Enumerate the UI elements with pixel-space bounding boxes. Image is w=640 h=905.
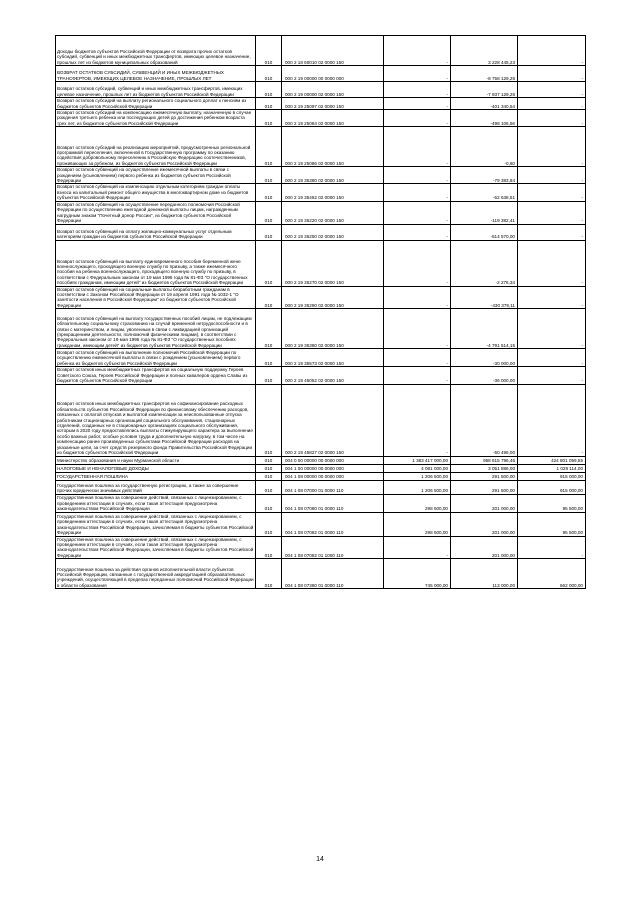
row-code-cell: 010 <box>256 464 282 472</box>
table-row <box>56 384 586 456</box>
row-kbk-cell: 000 2 19 00000 00 0000 000 <box>282 66 384 82</box>
row-executed-cell: 958 615 796,46 <box>451 456 518 464</box>
row-executed-cell: 291 500,00 <box>451 472 518 480</box>
row-approved-cell: - <box>384 384 451 456</box>
row-approved-cell: - <box>384 82 451 98</box>
row-name-cell: Государственная пошлина за совершение действий, связанных с лицензированием, с проведением аттестации в случаях, если такая аттестация предусмотрена законодательством Российской Федерации, зачисляемая в бюджеты субъектов Российской Федерации <box>56 512 256 536</box>
table-row <box>56 127 586 167</box>
row-unexecuted-cell: 915 000,00 <box>518 480 586 494</box>
row-approved-cell: - <box>384 184 451 201</box>
row-name-cell: Возврат остатков субвенций на компенсацию отдельным категориям граждан оплаты взноса на капитальный ремонт общего имущества в многоквартирном доме из бюджетов субъектов Российской Федерации <box>56 184 256 201</box>
row-name-cell: Возврат остатков субвенций на выполнение полномочий Российской Федерации по осуществлению ежемесячной выплаты в связи с рождением (усыновлением) первого ребенка из бюджетов субъектов Российской Федерации <box>56 349 256 367</box>
row-approved-cell: 1 206 500,00 <box>384 480 451 494</box>
row-code-cell: 010 <box>256 472 282 480</box>
row-kbk-cell: 004 1 08 07082 01 0000 110 <box>282 512 384 536</box>
row-unexecuted-cell: 662 000,00 <box>518 559 586 589</box>
row-code-cell: 010 <box>256 559 282 589</box>
row-approved-cell: 4 081 000,00 <box>384 464 451 472</box>
row-approved-cell: 298 500,00 <box>384 512 451 536</box>
table-row <box>56 480 586 494</box>
page-number: 14 <box>316 856 324 863</box>
revenue-table <box>55 35 586 589</box>
row-unexecuted-cell: - <box>518 184 586 201</box>
table-row <box>56 309 586 349</box>
row-executed-cell: -30 000,00 <box>451 349 518 367</box>
table-row <box>56 464 586 472</box>
row-approved-cell: - <box>384 36 451 66</box>
row-code-cell: 010 <box>256 98 282 110</box>
row-approved-cell: - <box>384 349 451 367</box>
row-executed-cell: -0,60 <box>451 127 518 167</box>
row-code-cell: 010 <box>256 224 282 240</box>
table-row <box>56 82 586 98</box>
table-row <box>56 512 586 536</box>
row-code-cell: 010 <box>256 286 282 309</box>
row-name-cell: Государственная пошлина за совершение действий, связанных с лицензированием, с проведением аттестации в случаях, если такая аттестация предусмотрена законодательством Российской Федерации <box>56 494 256 512</box>
row-name-cell: ВОЗВРАТ ОСТАТКОВ СУБСИДИЙ, СУБВЕНЦИЙ И ИНЫХ МЕЖБЮДЖЕТНЫХ ТРАНСФЕРТОВ, ИМЕЮЩИХ ЦЕЛЕВОЕ НАЗНАЧЕНИЕ, ПРОШЛЫХ ЛЕТ <box>56 66 256 82</box>
row-code-cell: 010 <box>256 536 282 559</box>
row-kbk-cell: 004 1 00 00000 00 0000 000 <box>282 464 384 472</box>
row-code-cell: 010 <box>256 494 282 512</box>
row-name-cell: Государственная пошлина за государственную регистрацию, а также за совершение прочих юридически значимых действий <box>56 480 256 494</box>
row-approved-cell: - <box>384 367 451 384</box>
row-approved-cell: - <box>384 127 451 167</box>
row-code-cell: 010 <box>256 240 282 286</box>
row-code-cell: 010 <box>256 127 282 167</box>
row-code-cell: 010 <box>256 110 282 127</box>
table-row <box>56 110 586 127</box>
row-approved-cell: - <box>384 309 451 349</box>
row-unexecuted-cell: - <box>518 536 586 559</box>
budget-report-sheet <box>55 35 585 589</box>
row-name-cell: Возврат остатков субсидий, субвенций и иных межбюджетных трансфертов, имеющих целевое назначение, прошлых лет из бюджетов субъектов Российской Федерации <box>56 82 256 98</box>
row-unexecuted-cell: - <box>518 36 586 66</box>
row-executed-cell: -36 000,00 <box>451 367 518 384</box>
row-unexecuted-cell: - <box>518 110 586 127</box>
row-kbk-cell: 004 1 08 07380 01 0000 110 <box>282 559 384 589</box>
row-approved-cell: - <box>384 98 451 110</box>
row-name-cell: Возврат остатков субсидий на реализацию мероприятий, предусмотренных региональной программой переселения, включенной в Государственную программу по оказанию содействия добровольному переселению в Российскую Федерацию соотечественников, проживающих за рубежом, из бюджетов субъектов Российской Федерации <box>56 127 256 167</box>
row-unexecuted-cell: - <box>518 224 586 240</box>
row-approved-cell: 1 383 417 000,00 <box>384 456 451 464</box>
row-executed-cell: -401 340,54 <box>451 98 518 110</box>
row-unexecuted-cell: - <box>518 167 586 184</box>
revenue-table-body <box>56 36 586 589</box>
row-executed-cell: -52 638,51 <box>451 184 518 201</box>
row-code-cell: 010 <box>256 201 282 224</box>
table-row <box>56 66 586 82</box>
row-approved-cell: - <box>384 286 451 309</box>
row-approved-cell: - <box>384 224 451 240</box>
row-unexecuted-cell: 95 500,00 <box>518 494 586 512</box>
row-approved-cell: 298 500,00 <box>384 494 451 512</box>
row-unexecuted-cell: - <box>518 349 586 367</box>
row-name-cell: Возврат остатков иных межбюджетных трансфертов на софинансирование расходных обязательств субъектов Российской Федерации по финансовому обеспечению расходов, связанных с оплатой отпусков и выплатой компенсации за неиспользованные отпуска работникам стационарных организаций социального обслуживания, стационарных отделений, созданных не в стационарных организациях социального обслуживания, которым в 2020 году предоставлялись выплаты стимулирующего характера за выполнение особо важных работ, особые условия труда и дополнительную нагрузку, в том числе на компенсацию ранее произведенных субъектами Российской Федерации расходов на указанные цели, за счет средств резервного фонда Правительства Российской Федерации из бюджетов субъектов Российской Федерации <box>56 384 256 456</box>
table-row <box>56 367 586 384</box>
row-kbk-cell: 000 2 19 35290 02 0000 150 <box>282 286 384 309</box>
row-name-cell: Возврат остатков субвенций на оплату жилищно-коммунальных услуг отдельным категориям граждан из бюджетов субъектов Российской Федерации <box>56 224 256 240</box>
row-kbk-cell: 000 2 19 45052 02 0000 150 <box>282 367 384 384</box>
row-kbk-cell: 004 0 00 00000 00 0000 000 <box>282 456 384 464</box>
row-unexecuted-cell: - <box>518 240 586 286</box>
row-kbk-cell: 000 2 19 25084 02 0000 150 <box>282 110 384 127</box>
row-executed-cell: 291 500,00 <box>451 480 518 494</box>
row-name-cell: НАЛОГОВЫЕ И НЕНАЛОГОВЫЕ ДОХОДЫ <box>56 464 256 472</box>
table-row <box>56 286 586 309</box>
row-unexecuted-cell: 424 801 059,55 <box>518 456 586 464</box>
row-unexecuted-cell: 1 029 114,00 <box>518 464 586 472</box>
row-code-cell: 010 <box>256 349 282 367</box>
row-executed-cell: 3 228 445,23 <box>451 36 518 66</box>
row-name-cell: Доходы бюджетов субъектов Российской Федерации от возврата прочих остатков субсидий, субвенций и иных межбюджетных трансфертов, имеющих целевое назначение, прошлых лет из бюджетов муниципальных образований <box>56 36 256 66</box>
row-executed-cell: -430 379,11 <box>451 286 518 309</box>
table-row <box>56 201 586 224</box>
row-executed-cell: 201 000,00 <box>451 536 518 559</box>
row-name-cell: Возврат остатков субвенций на социальные выплаты безработным гражданам в соответствии с Законом Российской Федерации от 19 апреля 1991 года № 1032-1 "О занятости населения в Российской Федерации" из бюджетов субъектов Российской Федерации <box>56 286 256 309</box>
row-approved-cell: - <box>384 240 451 286</box>
row-kbk-cell: 000 2 18 60010 02 0000 150 <box>282 36 384 66</box>
row-name-cell: Государственная пошлина за действия органов исполнительной власти субъектов Российской Федерации, связанные с государственной аккредитацией образовательных учреждений, осуществляющей в пределах переданных полномочий Российской Федерации в области образования <box>56 559 256 589</box>
table-row <box>56 536 586 559</box>
row-name-cell: Возврат остатков субвенций на осуществление переданного полномочия Российской Федерации по осуществлению ежегодной денежной выплаты лицам, награжденным нагрудным знаком "Почетный донор России", из бюджетов субъектов Российской Федерации <box>56 201 256 224</box>
row-kbk-cell: 000 2 19 35380 02 0000 150 <box>282 167 384 184</box>
row-unexecuted-cell: - <box>518 384 586 456</box>
row-approved-cell: - <box>384 536 451 559</box>
row-approved-cell: - <box>384 201 451 224</box>
row-executed-cell: 201 000,00 <box>451 512 518 536</box>
row-unexecuted-cell: 915 000,00 <box>518 472 586 480</box>
row-kbk-cell: 000 2 19 00000 02 0000 150 <box>282 82 384 98</box>
row-executed-cell: -498 106,56 <box>451 110 518 127</box>
row-code-cell: 010 <box>256 36 282 66</box>
table-row <box>56 456 586 464</box>
row-kbk-cell: 004 1 08 07000 01 0000 110 <box>282 480 384 494</box>
table-row <box>56 240 586 286</box>
row-approved-cell: - <box>384 110 451 127</box>
table-row <box>56 472 586 480</box>
row-code-cell: 010 <box>256 480 282 494</box>
table-row <box>56 98 586 110</box>
row-code-cell: 010 <box>256 512 282 536</box>
row-executed-cell: -79 383,84 <box>451 167 518 184</box>
row-code-cell: 010 <box>256 184 282 201</box>
row-name-cell: Государственная пошлина за совершение действий, связанных с лицензированием, с проведением аттестации в случаях, если такая аттестация предусмотрена законодательством Российской Федерации, зачисляемая в бюджеты субъектов Российской Федерации <box>56 536 256 559</box>
row-unexecuted-cell: - <box>518 82 586 98</box>
row-unexecuted-cell: - <box>518 286 586 309</box>
table-row <box>56 184 586 201</box>
row-executed-cell: -514 570,00 <box>451 224 518 240</box>
row-executed-cell: -2 276,34 <box>451 240 518 286</box>
row-name-cell: Возврат остатков субсидий на выплату регионального социального доплат к пенсиям из бюджетов субъектов Российской Федерации <box>56 98 256 110</box>
table-row <box>56 224 586 240</box>
row-kbk-cell: 000 2 19 35462 02 0000 150 <box>282 184 384 201</box>
row-executed-cell: 113 000,00 <box>451 559 518 589</box>
row-code-cell: 010 <box>256 309 282 349</box>
row-executed-cell: 201 000,00 <box>451 494 518 512</box>
row-kbk-cell: 004 1 08 07082 01 1000 110 <box>282 536 384 559</box>
row-approved-cell: 745 000,00 <box>384 559 451 589</box>
row-kbk-cell: 004 1 08 07080 01 0000 110 <box>282 494 384 512</box>
row-unexecuted-cell: 95 500,00 <box>518 512 586 536</box>
row-kbk-cell: 000 2 19 35220 02 0000 150 <box>282 201 384 224</box>
table-row <box>56 494 586 512</box>
table-row <box>56 36 586 66</box>
row-unexecuted-cell: - <box>518 66 586 82</box>
table-row <box>56 559 586 589</box>
row-executed-cell: -50 496,00 <box>451 384 518 456</box>
row-executed-cell: -119 382,41 <box>451 201 518 224</box>
row-kbk-cell: 004 1 08 00000 00 0000 000 <box>282 472 384 480</box>
row-executed-cell: -8 758 129,26 <box>451 66 518 82</box>
row-kbk-cell: 000 2 19 35270 02 0000 150 <box>282 240 384 286</box>
row-executed-cell: 3 051 886,00 <box>451 464 518 472</box>
row-name-cell: Возврат остатков субвенций на осуществление ежемесячной выплаты в связи с рождением (усыновлением) первого ребенка из бюджетов субъектов Российской Федерации <box>56 167 256 184</box>
row-executed-cell: -4 791 514,15 <box>451 309 518 349</box>
row-kbk-cell: 000 2 19 35380 02 0000 150 <box>282 309 384 349</box>
row-name-cell: Возврат остатков субсидий на компенсацию ежемесячную выплату, назначенную в случае рождения третьего ребенка или последующих детей до достижения ребенком возраста трех лет, из бюджетов субъектов Российской Федерации <box>56 110 256 127</box>
row-name-cell: Возврат остатков субвенций на выплату государственных пособий лицам, не подлежащим обязательному социальному страхованию на случай временной нетрудоспособности и в связи с материнством, и лицам, уволенным в связи с ликвидацией организаций (прекращением деятельности, полномочий физическими лицами), в соответствии с Федеральным законом от 19 мая 1995 года № 81-ФЗ "О государственных пособиях гражданам, имеющим детей" из бюджетов субъектов Российской Федерации <box>56 309 256 349</box>
table-row <box>56 167 586 184</box>
row-kbk-cell: 000 2 19 35573 02 0000 150 <box>282 349 384 367</box>
row-unexecuted-cell: - <box>518 201 586 224</box>
row-code-cell: 010 <box>256 367 282 384</box>
row-code-cell: 010 <box>256 384 282 456</box>
row-unexecuted-cell: - <box>518 309 586 349</box>
row-kbk-cell: 000 2 19 25086 02 0000 150 <box>282 127 384 167</box>
row-executed-cell: -7 937 129,26 <box>451 82 518 98</box>
row-approved-cell: - <box>384 66 451 82</box>
row-name-cell: Возврат остатков иных межбюджетных трансфертов на социальную поддержку Героев Советского Союза, Героев Российской Федерации и полных кавалеров ордена Славы из бюджетов субъектов Российской Федерации <box>56 367 256 384</box>
row-name-cell: Возврат остатков субвенций на выплату единовременного пособия беременной жене военнослужащего, проходящего военную службу по призыву, а также ежемесячного пособия на ребенка военнослужащего, проходящего военную службу по призыву, в соответствии с Федеральным законом от 19 мая 1995 года № 81-ФЗ "О государственных пособиях гражданам, имеющим детей" из бюджетов субъектов Российской Федерации <box>56 240 256 286</box>
row-code-cell: 010 <box>256 456 282 464</box>
row-approved-cell: - <box>384 167 451 184</box>
row-unexecuted-cell: - <box>518 367 586 384</box>
row-name-cell: ГОСУДАРСТВЕННАЯ ПОШЛИНА <box>56 472 256 480</box>
row-unexecuted-cell: - <box>518 98 586 110</box>
row-code-cell: 010 <box>256 167 282 184</box>
table-row <box>56 349 586 367</box>
row-name-cell: Министерство образования и науки Мурманской области <box>56 456 256 464</box>
row-kbk-cell: 000 2 19 45827 02 0000 150 <box>282 384 384 456</box>
row-kbk-cell: 000 2 19 25097 02 0000 150 <box>282 98 384 110</box>
row-code-cell: 010 <box>256 82 282 98</box>
row-approved-cell: 1 206 500,00 <box>384 472 451 480</box>
row-kbk-cell: 000 2 19 35250 02 0000 150 <box>282 224 384 240</box>
row-code-cell: 010 <box>256 66 282 82</box>
row-unexecuted-cell: - <box>518 127 586 167</box>
